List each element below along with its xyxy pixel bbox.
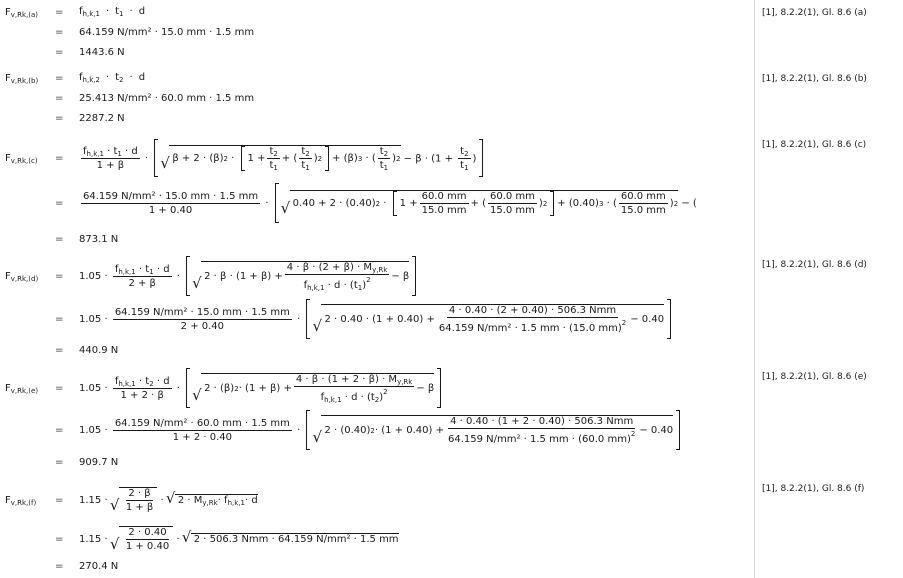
formula-a-numeric: 64.159 N/mm² · 15.0 mm · 1.5 mm bbox=[79, 27, 255, 38]
reference-e: [1], 8.2.2(1), Gl. 8.6 (e) bbox=[762, 372, 867, 382]
lhs-fvrk-f: $F_{v,Rk,(f)}$ bbox=[5, 495, 37, 507]
formula-f-symbolic: 1.15 · √ $\frac{2 \cdot \beta}{1 + \beta}$ · √ 2 · M $_{y,Rk}$ · f $_{h,k,1}$ · d bbox=[79, 480, 258, 520]
formula-d-symbolic: 1.05 · $\frac{f_{h,k,1} \cdot t_1 \cdot d}{2 + \beta}$ · √ 2 · β · (1 + β) + $\frac{4 \cdot \beta \cdot (2 + \beta) \cdot M_{y,Rk}}{f_{h,k,1} \cdot d \cdot (t_1)^2}$ − β bbox=[79, 256, 419, 296]
result-b: 2287.2 N bbox=[79, 113, 125, 124]
lhs-fvrk-a: $F_{v,Rk,(a)}$ bbox=[5, 7, 39, 19]
formula-b-symbolic: $f_{h,k,2}$ · $t_2$ · d bbox=[79, 72, 146, 84]
reference-d: [1], 8.2.2(1), Gl. 8.6 (d) bbox=[762, 260, 867, 270]
formula-e-symbolic: 1.05 · $\frac{f_{h,k,1} \cdot t_2 \cdot d}{1 + 2 \cdot \beta}$ · √ 2 · (β) 2 · (1 + β) + $\frac{4 \cdot \beta \cdot (1 + 2 \cdot \beta) \cdot M_{y,Rk}}{f_{h,k,1} \cdot d \cdot (t_2)^2}$ − β bbox=[79, 368, 444, 408]
equals-sign: = bbox=[55, 47, 64, 58]
equals-sign: = bbox=[55, 153, 64, 164]
reference-c: [1], 8.2.2(1), Gl. 8.6 (c) bbox=[762, 140, 867, 150]
reference-b: [1], 8.2.2(1), Gl. 8.6 (b) bbox=[762, 74, 867, 84]
equals-sign: = bbox=[55, 198, 64, 209]
equals-sign: = bbox=[55, 495, 64, 506]
formula-e-numeric: 1.05 · $\frac{\text{64.159 N/mm² · 60.0 mm · 1.5 mm}}{1 + 2 \cdot 0.40}$ · √ 2 · (0.40) 2 · (1 + 0.40) + $\frac{\text{4 · 0.40 · (1 + 2 · 0.40) · 506.3 Nmm}}{64.159 N/mm^2 \cdot 1.5 mm \cdot (60.0 mm)^2}$ − 0.40 bbox=[79, 410, 683, 450]
formula-a-symbolic: $f_{h,k,1}$ · $t_1$ · d bbox=[79, 6, 146, 18]
equals-sign: = bbox=[55, 7, 64, 18]
equals-sign: = bbox=[55, 534, 64, 545]
equals-sign: = bbox=[55, 345, 64, 356]
equals-sign: = bbox=[55, 234, 64, 245]
result-f: 270.4 N bbox=[79, 561, 119, 572]
formula-c-numeric: $\frac{\text{64.159 N/mm² · 15.0 mm · 1.5 mm}}{1 + 0.40}$ · √ 0.40 + 2 · (0.40) 2 · 1 + $\frac{60.0 mm}{15.0 mm}$ + ( $\frac{60.0 mm}{15.0 mm}$ ) 2 + (0.40) 3 · ( $\frac{60.0 mm}{15.0 mm}$ ) 2 − ( bbox=[79, 183, 749, 223]
formula-f-numeric: 1.15 · √ $\frac{2 \cdot 0.40}{1 + 0.40}$ · √ 2 · 506.3 Nmm · 64.159 N/mm² · 1.5 mm bbox=[79, 519, 399, 559]
equals-sign: = bbox=[55, 314, 64, 325]
equals-sign: = bbox=[55, 27, 64, 38]
equals-sign: = bbox=[55, 383, 64, 394]
lhs-fvrk-b: $F_{v,Rk,(b)}$ bbox=[5, 73, 39, 85]
reference-a: [1], 8.2.2(1), Gl. 8.6 (a) bbox=[762, 8, 867, 18]
equals-sign: = bbox=[55, 561, 64, 572]
result-e: 909.7 N bbox=[79, 457, 119, 468]
lhs-fvrk-e: $F_{v,Rk,(e)}$ bbox=[5, 383, 39, 395]
equals-sign: = bbox=[55, 73, 64, 84]
formula-c-symbolic: $\frac{f_{h,k,1} \cdot t_1 \cdot d}{1 + \beta}$ · √ β + 2 · (β) 2 · 1 + $\frac{t_2}{t_1}$ + ( $\frac{t_2}{t_1}$ ) 2 + (β) 3 · ( $\frac{t_2}{t_1}$ ) 2 − β · (1 + $\frac{t_2}{t_1}$ ) bbox=[79, 139, 486, 177]
formula-d-numeric: 1.05 · $\frac{\text{64.159 N/mm² · 15.0 mm · 1.5 mm}}{2 + 0.40}$ · √ 2 · 0.40 · (1 + 0.40) + $\frac{\text{4 · 0.40 · (2 + 0.40) · 506.3 Nmm}}{64.159 N/mm^2 \cdot 1.5 mm \cdot (15.0 mm)^2}$ − 0.40 bbox=[79, 299, 674, 339]
equals-sign: = bbox=[55, 425, 64, 436]
equals-sign: = bbox=[55, 271, 64, 282]
equals-sign: = bbox=[55, 457, 64, 468]
result-c: 873.1 N bbox=[79, 234, 119, 245]
lhs-fvrk-c: $F_{v,Rk,(c)}$ bbox=[5, 153, 38, 165]
equals-sign: = bbox=[55, 113, 64, 124]
result-d: 440.9 N bbox=[79, 345, 119, 356]
lhs-fvrk-d: $F_{v,Rk,(d)}$ bbox=[5, 271, 39, 283]
formula-b-numeric: 25.413 N/mm² · 60.0 mm · 1.5 mm bbox=[79, 93, 255, 104]
reference-f: [1], 8.2.2(1), Gl. 8.6 (f) bbox=[762, 484, 865, 494]
reference-column-divider bbox=[754, 0, 755, 578]
equals-sign: = bbox=[55, 93, 64, 104]
result-a: 1443.6 N bbox=[79, 47, 125, 58]
